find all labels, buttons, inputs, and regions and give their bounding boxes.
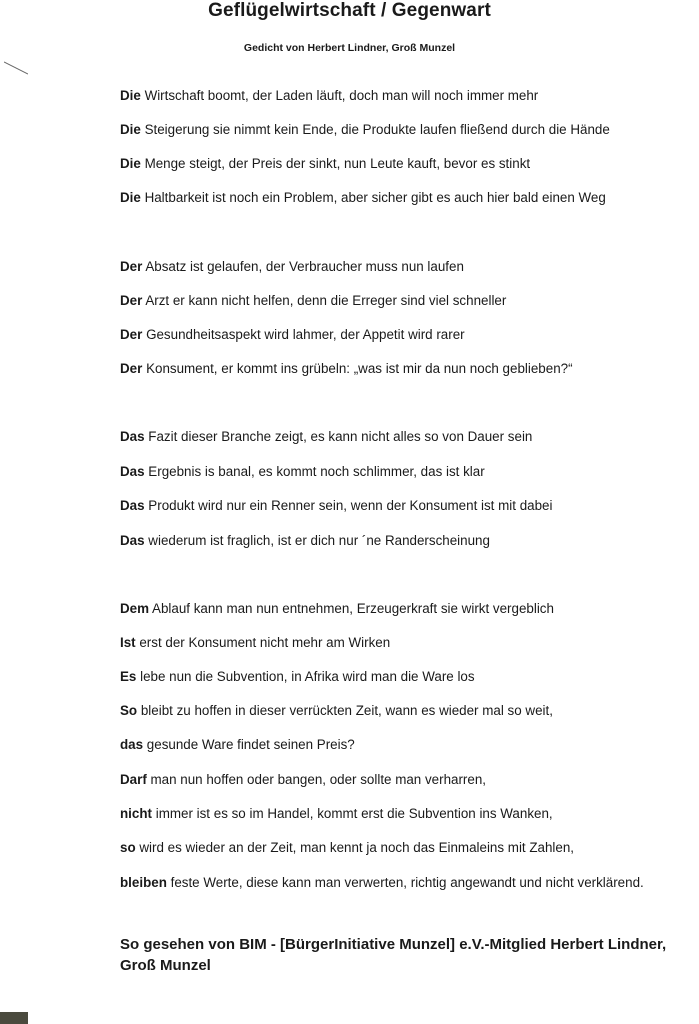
- poem-line: [120, 88, 538, 104]
- poem-line: [120, 259, 464, 275]
- poem-line: [120, 293, 506, 309]
- poem-line: [120, 498, 552, 514]
- poem-line: [120, 327, 465, 343]
- line-text: Wirtschaft boomt, der Laden läuft, doch man will noch immer mehr: [140, 88, 539, 103]
- line-lead-word: Es: [120, 669, 137, 684]
- line-text: man nun hoffen oder bangen, oder sollte man verharren,: [146, 772, 487, 787]
- poem-line: [120, 122, 610, 138]
- line-text: erst der Konsument nicht mehr am Wirken: [135, 635, 391, 650]
- line-lead-word: Der: [120, 259, 143, 274]
- line-text: Fazit dieser Branche zeigt, es kann nicht alles so von Dauer sein: [144, 429, 533, 444]
- signature-place: Groß Munzel: [120, 957, 211, 974]
- line-text: Menge steigt, der Preis der sinkt, nun Leute kauft, bevor es stinkt: [140, 156, 531, 171]
- line-text: wird es wieder an der Zeit, man kennt ja noch das Einmaleins mit Zahlen,: [135, 840, 575, 855]
- line-lead-word: Das: [120, 498, 145, 513]
- line-lead-word: Darf: [120, 772, 147, 787]
- line-lead-word: Der: [120, 293, 143, 308]
- line-lead-word: Das: [120, 429, 145, 444]
- line-text: Arzt er kann nicht helfen, denn die Erreger sind viel schneller: [142, 293, 507, 308]
- poem-line: [120, 156, 530, 172]
- line-lead-word: Ist: [120, 635, 136, 650]
- poem-line: [120, 601, 554, 617]
- poem-line: [120, 190, 606, 206]
- document-subtitle: Gedicht von Herbert Lindner, Groß Munzel: [243, 42, 456, 54]
- line-lead-word: so: [120, 840, 136, 855]
- poem-line: [120, 464, 485, 480]
- line-text: Haltbarkeit ist noch ein Problem, aber sicher gibt es auch hier bald einen Weg: [140, 190, 606, 205]
- poem-line: [120, 806, 553, 822]
- line-text: Ergebnis is banal, es kommt noch schlimmer, das ist klar: [144, 464, 485, 479]
- signature-line: So gesehen von BIM - [BürgerInitiative Munzel] e.V.-Mitglied Herbert Lindner,: [120, 936, 667, 953]
- line-text: Ablauf kann man nun entnehmen, Erzeugerkraft sie wirkt vergeblich: [149, 601, 554, 616]
- poem-line: [120, 669, 475, 685]
- line-lead-word: Dem: [120, 601, 150, 616]
- line-text: Produkt wird nur ein Renner sein, wenn der Konsument ist mit dabei: [144, 498, 553, 513]
- poem-line: [120, 635, 390, 651]
- line-lead-word: Der: [120, 361, 143, 376]
- line-text: Steigerung sie nimmt kein Ende, die Produkte laufen fließend durch die Hände: [140, 122, 610, 137]
- line-lead-word: Die: [120, 88, 141, 103]
- line-lead-word: Die: [120, 122, 141, 137]
- poem-line: [120, 361, 573, 377]
- line-text: feste Werte, diese kann man verwerten, richtig angewandt und nicht verklärend.: [166, 875, 644, 890]
- line-text: lebe nun die Subvention, in Afrika wird man die Ware los: [136, 669, 475, 684]
- line-text: Absatz ist gelaufen, der Verbraucher muss nun laufen: [142, 259, 464, 274]
- poem-line: [120, 772, 486, 788]
- line-lead-word: nicht: [120, 806, 152, 821]
- line-lead-word: Die: [120, 190, 141, 205]
- scan-edge-shadow: [0, 1012, 28, 1024]
- poem-line: [120, 737, 355, 753]
- line-lead-word: Das: [120, 533, 145, 548]
- line-text: Gesundheitsaspekt wird lahmer, der Appetit wird rarer: [142, 327, 465, 342]
- line-text: gesunde Ware findet seinen Preis?: [143, 737, 355, 752]
- document-title: Geflügelwirtschaft / Gegenwart: [208, 0, 491, 21]
- line-lead-word: das: [120, 737, 144, 752]
- line-text: bleibt zu hoffen in dieser verrückten Zeit, wann es wieder mal so weit,: [137, 703, 553, 718]
- scan-pen-mark: [4, 58, 28, 76]
- poem-line: [120, 429, 532, 445]
- line-lead-word: Das: [120, 464, 145, 479]
- poem-line: [120, 703, 553, 719]
- line-text: wiederum ist fraglich, ist er dich nur ´ne Randerscheinung: [144, 533, 490, 548]
- line-lead-word: Die: [120, 156, 141, 171]
- line-text: immer ist es so im Handel, kommt erst die Subvention ins Wanken,: [152, 806, 553, 821]
- line-lead-word: bleiben: [120, 875, 167, 890]
- line-lead-word: So: [120, 703, 138, 718]
- line-text: Konsument, er kommt ins grübeln: „was ist mir da nun noch geblieben?“: [142, 361, 573, 376]
- poem-line: [120, 840, 574, 856]
- line-lead-word: Der: [120, 327, 143, 342]
- poem-line: [120, 875, 644, 891]
- poem-line: [120, 533, 490, 549]
